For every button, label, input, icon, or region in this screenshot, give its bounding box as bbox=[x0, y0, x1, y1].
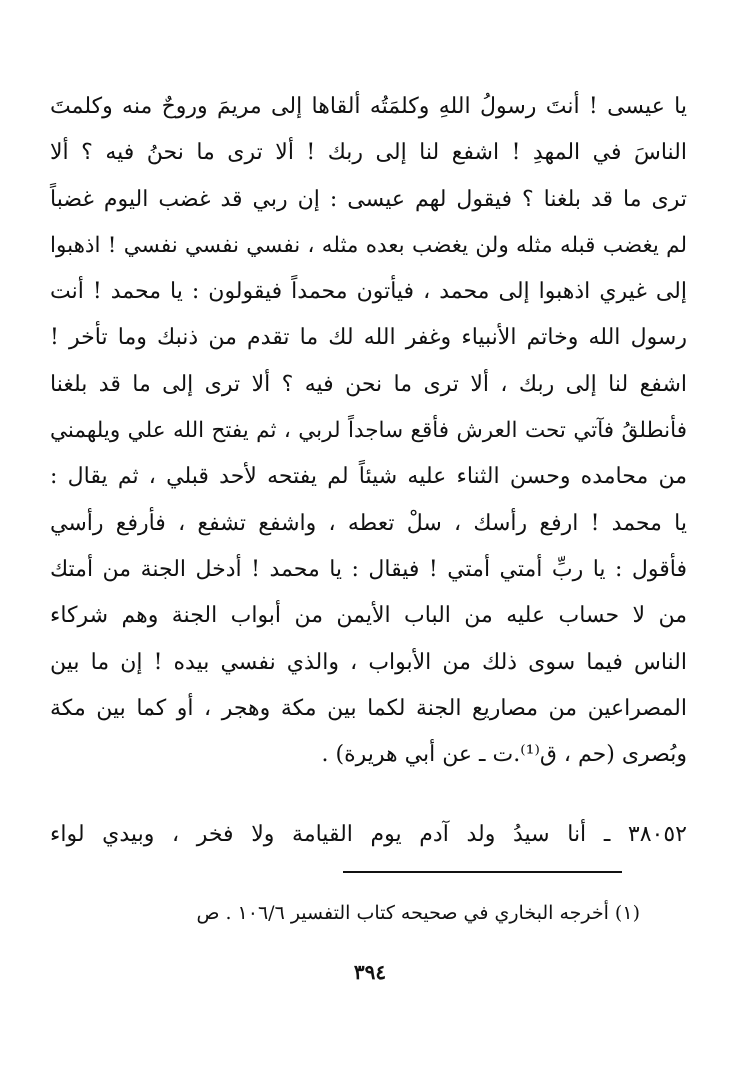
hadith-body-text bbox=[50, 84, 687, 778]
text-line-with-citation: وبُصرى (حم ، ق⁽¹⁾.ت ـ عن أبي هريرة) . bbox=[321, 742, 687, 768]
text-line: من لا حساب عليه من الباب الأيمن من أبواب الجنة وهم شركاء bbox=[50, 603, 687, 629]
text-line: رسول الله وخاتم الأنبياء وغفر الله لك ما تقدم من ذنبك وما تأخر ! bbox=[50, 325, 687, 351]
footnote: (١) أخرجه البخاري في صحيحه كتاب التفسير ١٠٦/٦ . ص bbox=[196, 902, 640, 924]
text-line: فأقول : يا ربِّ أمتي أمتي ! فيقال : يا محمد ! أدخل الجنة من أمتك bbox=[50, 556, 687, 582]
text-line: اشفع لنا إلى ربك ، ألا ترى ما نحن فيه ؟ ألا ترى إلى ما قد بلغنا bbox=[50, 371, 687, 397]
text-line: من محامده وحسن الثناء عليه شيئاً لم يفتحه لأحد قبلي ، ثم يقال : bbox=[50, 464, 687, 490]
text-line: يا محمد ! ارفع رأسك ، سلْ تعطه ، واشفع تشفع ، فأرفع رأسي bbox=[50, 510, 687, 536]
text-line: المصراعين من مصاريع الجنة لكما بين مكة وهجر ، أو كما بين مكة bbox=[50, 695, 687, 721]
text-line: لم يغضب قبله مثله ولن يغضب بعده مثله ، نفسي نفسي نفسي ! اذهبوا bbox=[50, 232, 687, 258]
text-line: الناسَ في المهدِ ! اشفع لنا إلى ربك ! ألا ترى ما نحنُ فيه ؟ ألا bbox=[50, 140, 687, 166]
text-line: ترى ما قد بلغنا ؟ فيقول لهم عيسى : إن ربي قد غضب اليوم غضباً bbox=[50, 186, 687, 212]
text-line: إلى غيري اذهبوا إلى محمد ، فيأتون محمداً فيقولون : يا محمد ! أنت bbox=[50, 279, 687, 305]
text-line: الناس فيما سوى ذلك من الأبواب ، والذي نفسي بيده ! إن ما بين bbox=[50, 649, 687, 675]
next-hadith-start: ٣٨٠٥٢ ـ أنا سيدُ ولد آدم يوم القيامة ولا فخر ، وبيدي لواء bbox=[50, 822, 687, 847]
page-number: ٣٩٤ bbox=[353, 960, 387, 984]
text-line: فأنطلقُ فآتي تحت العرش فأقع ساجداً لربي ، ثم يفتح الله علي ويلهمني bbox=[50, 418, 687, 444]
footnote-divider bbox=[343, 871, 622, 873]
text-line: يا عيسى ! أنتَ رسولُ اللهِ وكلمَتُه ألقاها إلى مريمَ وروحٌ منه وكلمتَ bbox=[50, 94, 687, 119]
